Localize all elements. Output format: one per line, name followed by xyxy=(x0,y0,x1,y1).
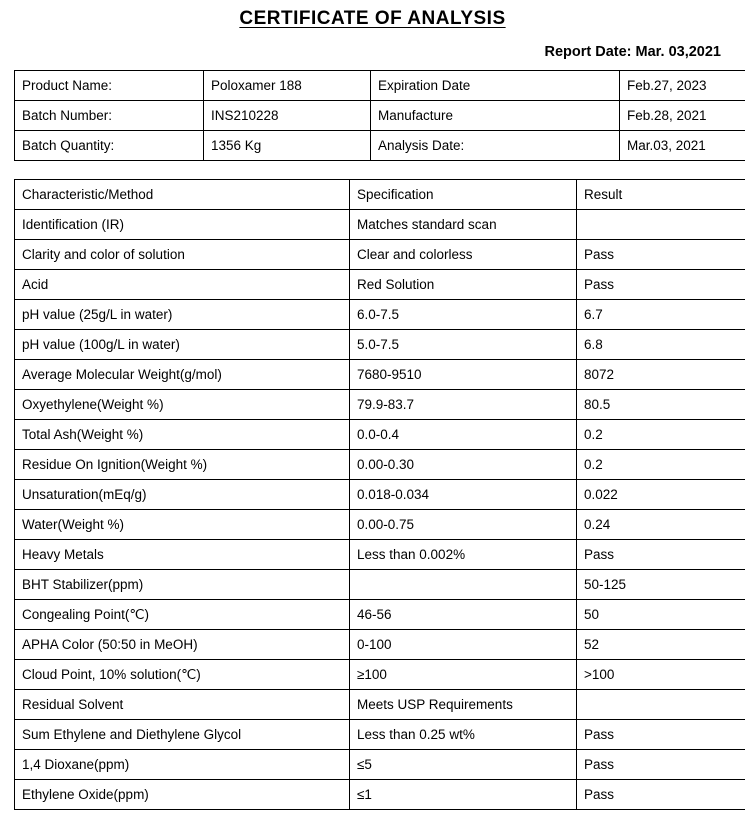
table-row xyxy=(15,71,745,101)
characteristic-cell: Clarity and color of solution xyxy=(15,240,350,270)
result-cell: 6.8 xyxy=(577,330,745,360)
characteristic-cell: Average Molecular Weight(g/mol) xyxy=(15,360,350,390)
characteristic-cell: Sum Ethylene and Diethylene Glycol xyxy=(15,720,350,750)
batch-quantity-value: 1356 Kg xyxy=(204,131,371,161)
table-row xyxy=(15,660,745,690)
specification-cell: ≤5 xyxy=(350,750,577,780)
characteristic-cell: Unsaturation(mEq/g) xyxy=(15,480,350,510)
characteristic-cell: Identification (IR) xyxy=(15,210,350,240)
table-row xyxy=(15,570,745,600)
result-cell: 0.2 xyxy=(577,450,745,480)
product-name-value: Poloxamer 188 xyxy=(204,71,371,101)
manufacture-value: Feb.28, 2021 xyxy=(620,101,745,131)
result-cell: Pass xyxy=(577,540,745,570)
table-row xyxy=(15,690,745,720)
specification-cell xyxy=(350,570,577,600)
characteristic-cell: pH value (25g/L in water) xyxy=(15,300,350,330)
specification-cell: Clear and colorless xyxy=(350,240,577,270)
product-info-table xyxy=(14,70,745,161)
report-date: Report Date: Mar. 03,2021 xyxy=(14,44,721,60)
result-cell: 0.022 xyxy=(577,480,745,510)
table-row xyxy=(15,101,745,131)
table-row xyxy=(15,300,745,330)
result-cell: 0.24 xyxy=(577,510,745,540)
specification-cell: 46-56 xyxy=(350,600,577,630)
batch-number-label: Batch Number: xyxy=(15,101,204,131)
table-row xyxy=(15,480,745,510)
result-cell xyxy=(577,210,745,240)
table-row xyxy=(15,131,745,161)
table-row xyxy=(15,420,745,450)
column-header-characteristic: Characteristic/Method xyxy=(15,180,350,210)
manufacture-label: Manufacture xyxy=(371,101,620,131)
result-cell: 80.5 xyxy=(577,390,745,420)
result-cell: 50 xyxy=(577,600,745,630)
result-cell: Pass xyxy=(577,780,745,810)
result-cell: >100 xyxy=(577,660,745,690)
result-cell: 0.2 xyxy=(577,420,745,450)
specification-cell: Red Solution xyxy=(350,270,577,300)
characteristic-cell: Oxyethylene(Weight %) xyxy=(15,390,350,420)
characteristic-cell: APHA Color (50:50 in MeOH) xyxy=(15,630,350,660)
certificate-page xyxy=(0,6,745,817)
result-cell: 8072 xyxy=(577,360,745,390)
column-header-result: Result xyxy=(577,180,745,210)
table-row xyxy=(15,630,745,660)
specification-cell: ≥100 xyxy=(350,660,577,690)
characteristic-cell: Heavy Metals xyxy=(15,540,350,570)
characteristic-cell: Residue On Ignition(Weight %) xyxy=(15,450,350,480)
characteristic-cell: Residual Solvent xyxy=(15,690,350,720)
table-row xyxy=(15,600,745,630)
table-row xyxy=(15,390,745,420)
specification-cell: 5.0-7.5 xyxy=(350,330,577,360)
result-cell: 6.7 xyxy=(577,300,745,330)
characteristic-cell: 1,4 Dioxane(ppm) xyxy=(15,750,350,780)
batch-quantity-label: Batch Quantity: xyxy=(15,131,204,161)
specification-cell: 0-100 xyxy=(350,630,577,660)
analysis-results-table xyxy=(14,179,745,810)
table-header-row xyxy=(15,180,745,210)
specification-cell: Less than 0.002% xyxy=(350,540,577,570)
table-row xyxy=(15,540,745,570)
specification-cell: 0.00-0.30 xyxy=(350,450,577,480)
specification-cell: 0.00-0.75 xyxy=(350,510,577,540)
result-cell: 52 xyxy=(577,630,745,660)
table-row xyxy=(15,510,745,540)
characteristic-cell: Ethylene Oxide(ppm) xyxy=(15,780,350,810)
characteristic-cell: BHT Stabilizer(ppm) xyxy=(15,570,350,600)
table-row xyxy=(15,450,745,480)
characteristic-cell: Total Ash(Weight %) xyxy=(15,420,350,450)
table-row xyxy=(15,360,745,390)
table-row xyxy=(15,240,745,270)
table-row xyxy=(15,750,745,780)
specification-cell: Less than 0.25 wt% xyxy=(350,720,577,750)
expiration-date-value: Feb.27, 2023 xyxy=(620,71,745,101)
table-row xyxy=(15,780,745,810)
table-row xyxy=(15,330,745,360)
specification-cell: 79.9-83.7 xyxy=(350,390,577,420)
result-cell: Pass xyxy=(577,240,745,270)
product-name-label: Product Name: xyxy=(15,71,204,101)
result-cell: 50-125 xyxy=(577,570,745,600)
specification-cell: 0.0-0.4 xyxy=(350,420,577,450)
characteristic-cell: Congealing Point(℃) xyxy=(15,600,350,630)
specification-cell: ≤1 xyxy=(350,780,577,810)
characteristic-cell: Cloud Point, 10% solution(℃) xyxy=(15,660,350,690)
specification-cell: Matches standard scan xyxy=(350,210,577,240)
result-cell xyxy=(577,690,745,720)
specification-cell: Meets USP Requirements xyxy=(350,690,577,720)
analysis-date-label: Analysis Date: xyxy=(371,131,620,161)
characteristic-cell: Acid xyxy=(15,270,350,300)
result-cell: Pass xyxy=(577,270,745,300)
page-title: CERTIFICATE OF ANALYSIS xyxy=(14,6,731,30)
table-row xyxy=(15,270,745,300)
specification-cell: 6.0-7.5 xyxy=(350,300,577,330)
expiration-date-label: Expiration Date xyxy=(371,71,620,101)
analysis-date-value: Mar.03, 2021 xyxy=(620,131,745,161)
batch-number-value: INS210228 xyxy=(204,101,371,131)
result-cell: Pass xyxy=(577,720,745,750)
table-row xyxy=(15,720,745,750)
characteristic-cell: Water(Weight %) xyxy=(15,510,350,540)
column-header-specification: Specification xyxy=(350,180,577,210)
result-cell: Pass xyxy=(577,750,745,780)
characteristic-cell: pH value (100g/L in water) xyxy=(15,330,350,360)
specification-cell: 0.018-0.034 xyxy=(350,480,577,510)
table-row xyxy=(15,210,745,240)
specification-cell: 7680-9510 xyxy=(350,360,577,390)
